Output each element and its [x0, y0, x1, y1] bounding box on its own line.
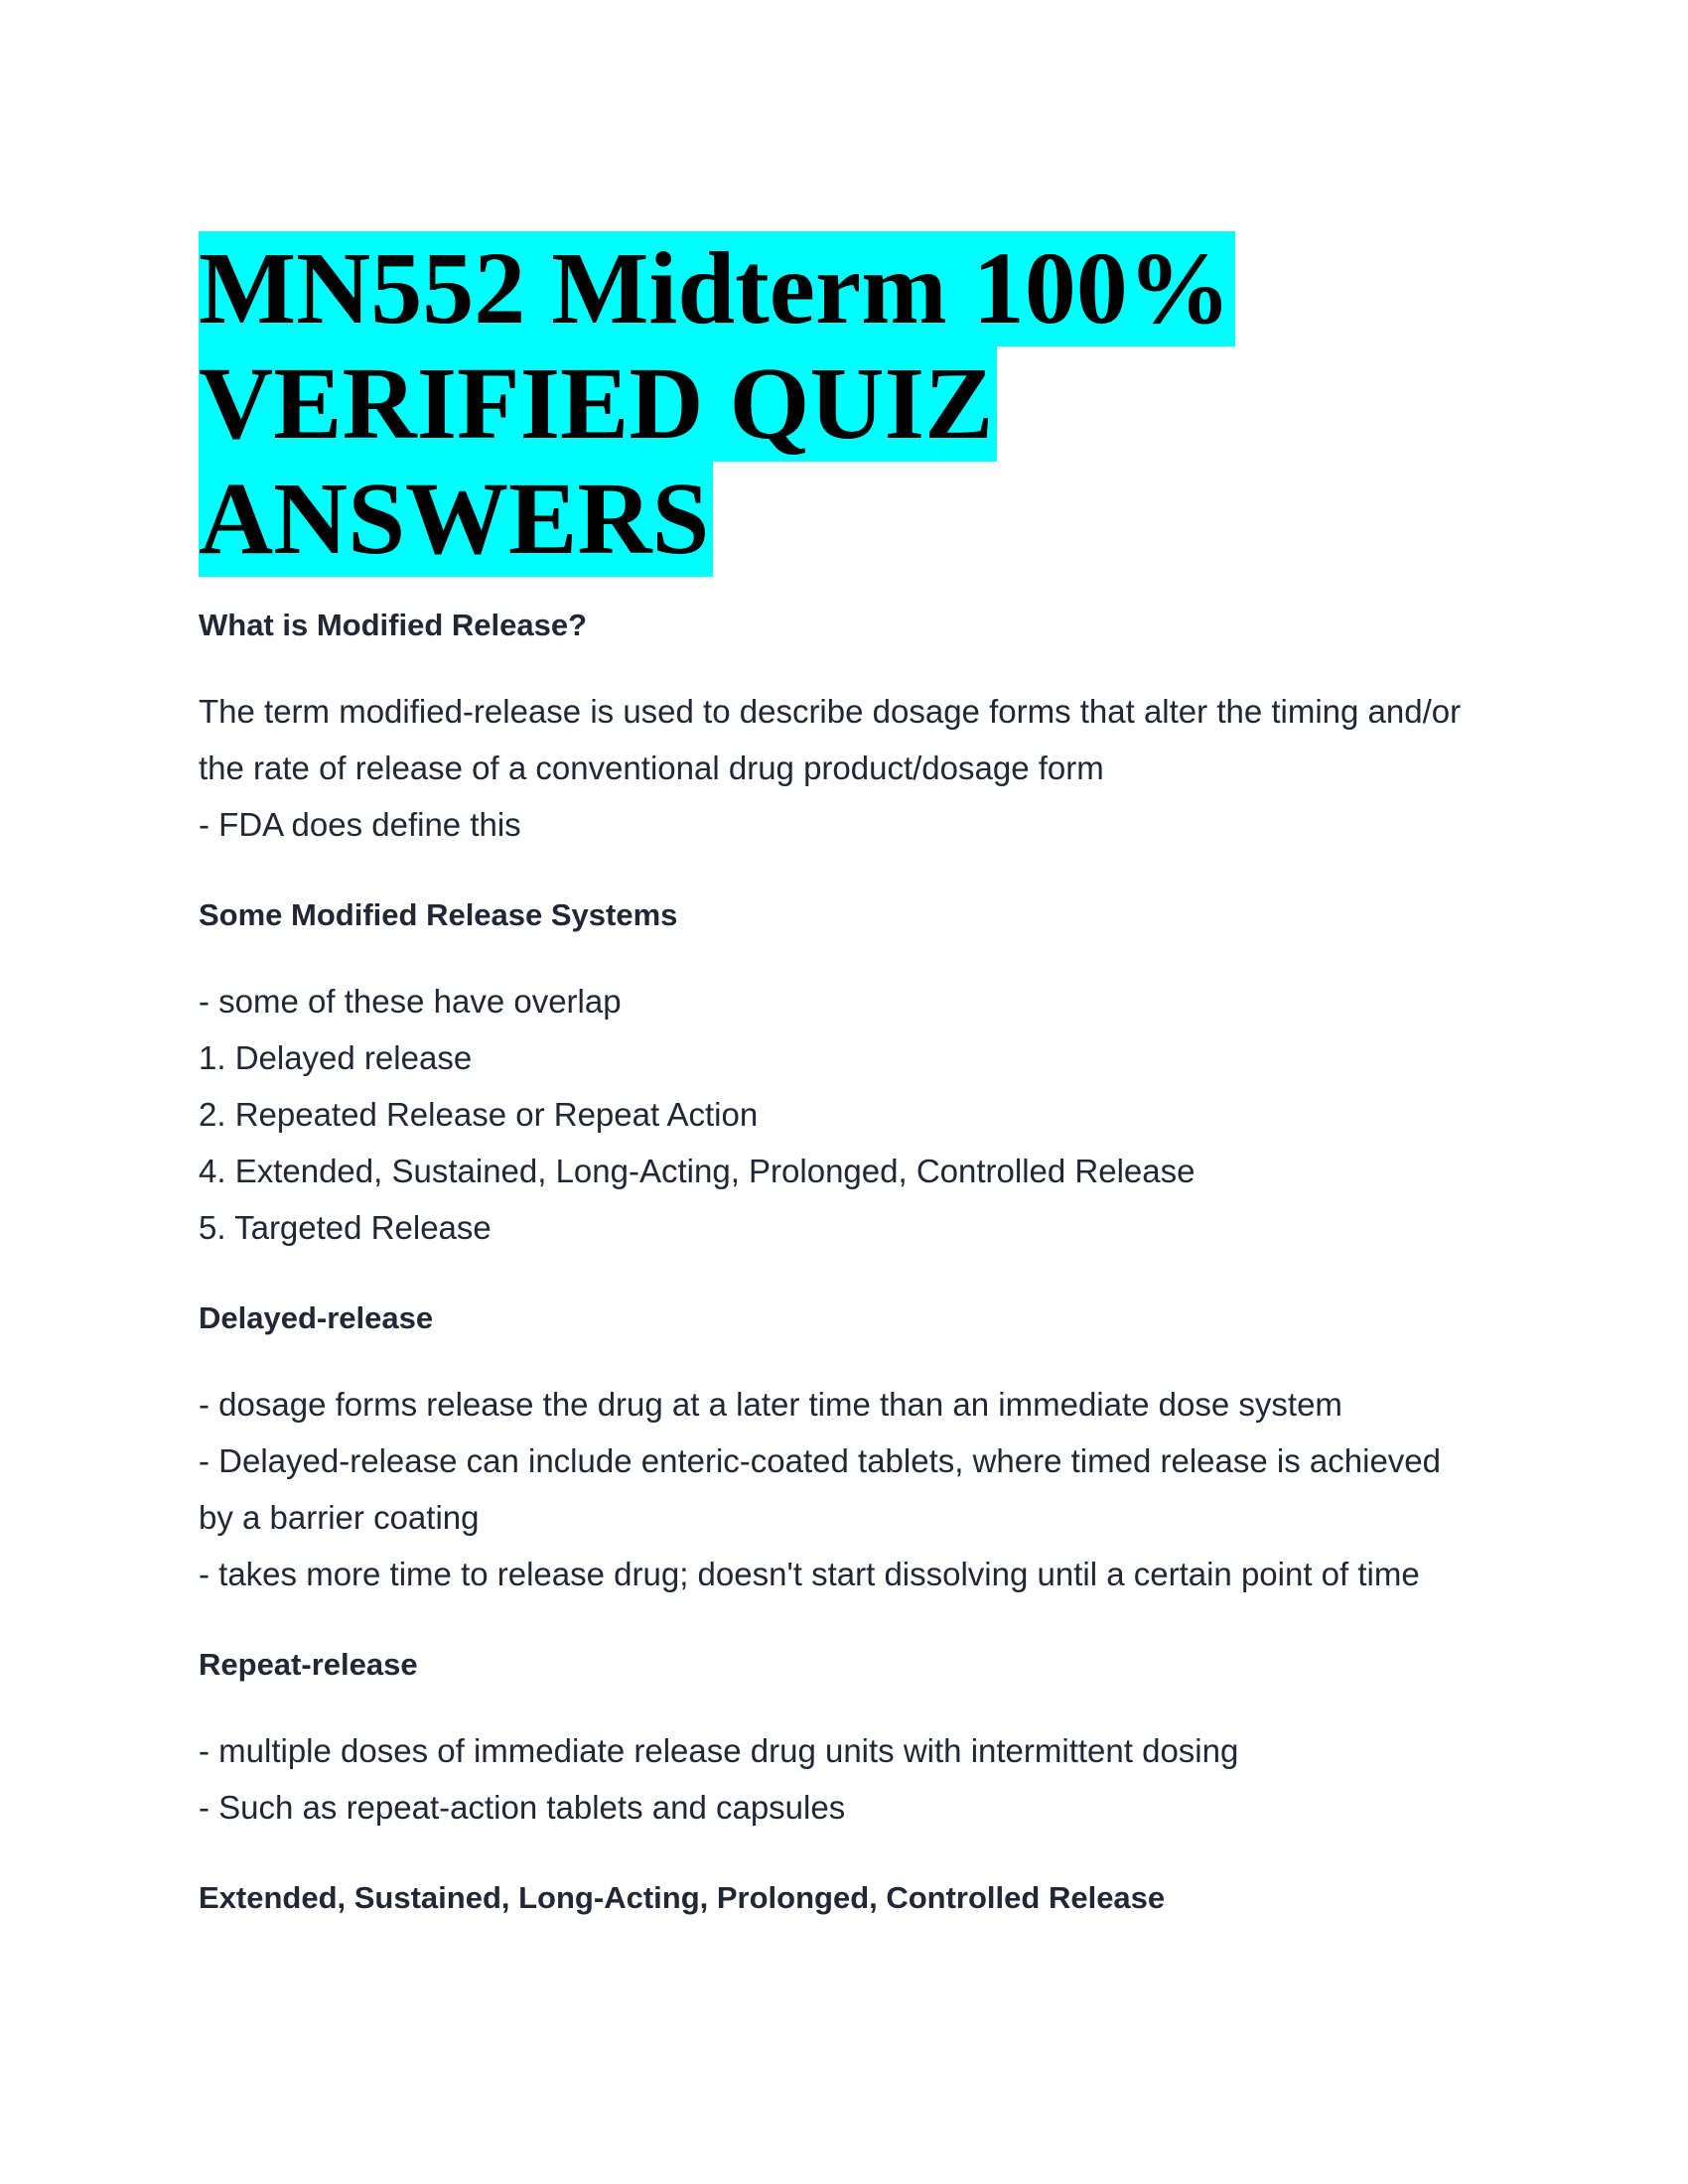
list-item: 4. Extended, Sustained, Long-Acting, Prolonged, Controlled Release	[199, 1153, 1196, 1189]
body-line: The term modified-release is used to describe dosage forms that alter the timing and/or	[199, 693, 1462, 730]
body-line: - Such as repeat-action tablets and capsules	[199, 1789, 846, 1826]
list-item: 1. Delayed release	[199, 1039, 473, 1076]
section-heading-systems: Some Modified Release Systems	[199, 897, 678, 932]
body-line: - Delayed-release can include enteric-coated tablets, where timed release is achieved	[199, 1442, 1442, 1479]
list-item: 2. Repeated Release or Repeat Action	[199, 1096, 759, 1133]
section-heading-repeat-release: Repeat-release	[199, 1647, 418, 1682]
body-line: - takes more time to release drug; doesn't start dissolving until a certain point of time	[199, 1556, 1420, 1592]
list-item: - some of these have overlap	[199, 983, 622, 1020]
section-heading-delayed-release: Delayed-release	[199, 1300, 434, 1335]
section-heading-extended-release: Extended, Sustained, Long-Acting, Prolonged, Controlled Release	[199, 1880, 1166, 1915]
title-line-3: ANSWERS	[199, 462, 713, 577]
body-line: - dosage forms release the drug at a later time than an immediate dose system	[199, 1386, 1342, 1423]
title-line-1: MN552 Midterm 100%	[199, 231, 1235, 346]
title-line-2: VERIFIED QUIZ	[199, 346, 997, 462]
document-title	[199, 231, 1489, 577]
list-item: 5. Targeted Release	[199, 1209, 492, 1246]
body-line: - multiple doses of immediate release drug units with intermittent dosing	[199, 1732, 1239, 1769]
body-line: - FDA does define this	[199, 806, 521, 843]
section-heading-modified-release: What is Modified Release?	[199, 608, 588, 642]
body-line: by a barrier coating	[199, 1499, 480, 1536]
body-line: the rate of release of a conventional drug product/dosage form	[199, 750, 1104, 786]
